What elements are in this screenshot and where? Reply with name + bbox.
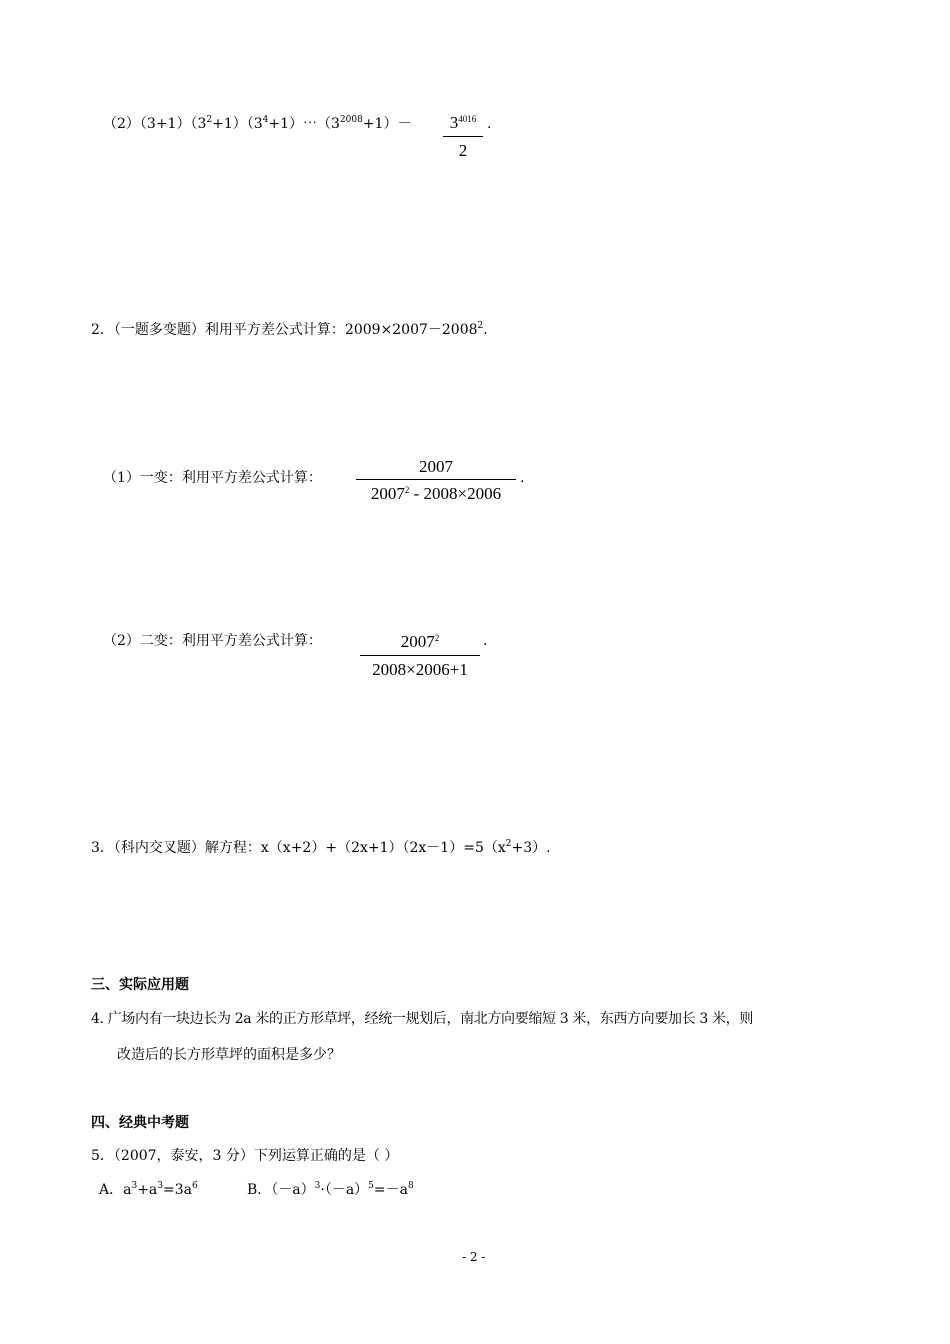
frac-numerator: 3 — [449, 113, 459, 132]
frac-denominator-rest: - 2008×2006 — [409, 484, 502, 503]
option-b-text: =－a — [373, 1182, 408, 1198]
exponent: 8 — [407, 1181, 414, 1191]
exponent: 2 — [434, 633, 440, 643]
option-a-text: +a — [137, 1182, 158, 1198]
option-a — [99, 1183, 198, 1197]
variant-2-label: （2）二变：利用平方差公式计算： — [103, 633, 322, 649]
expr-part: +1）－ — [362, 116, 412, 132]
frac-numerator: 2007 — [419, 457, 453, 476]
expr-part: +1）⋯（3 — [268, 116, 340, 132]
section-4-title: 四、经典中考题 — [91, 1115, 189, 1131]
period: . — [487, 116, 492, 132]
fraction-variant-2 — [360, 630, 480, 680]
exponent: 2 — [206, 115, 213, 125]
question-5-stem: 5．（2007，泰安，3 分）下列运算正确的是（ ） — [91, 1148, 399, 1164]
page-number: - 2 - — [462, 1250, 486, 1264]
period: . — [520, 470, 525, 486]
option-a-text: A．a — [99, 1182, 132, 1198]
question-2 — [91, 323, 488, 337]
frac-denominator: 2008×2006+1 — [372, 660, 468, 679]
variant-1-label: （1）一变：利用平方差公式计算： — [103, 470, 322, 486]
exponent: 4 — [262, 115, 269, 125]
question-3 — [91, 841, 551, 855]
fraction-3-4016-over-2 — [443, 110, 483, 160]
option-b-text: ·（－a） — [320, 1182, 369, 1198]
question-4-line-1: 4. 广场内有一块边长为 2a 米的正方形草坪，经统一规划后，南北方向要缩短 3 米，东西方向要加长 3 米，则 — [91, 1011, 753, 1027]
exponent: 4016 — [458, 114, 477, 124]
exponent: 2008 — [339, 115, 363, 125]
period: . — [483, 633, 488, 649]
section-3-title: 三、实际应用题 — [91, 977, 189, 993]
question-2-text: 2．（一题多变题）利用平方差公式计算：2009×2007－2008 — [91, 322, 478, 338]
question-4-line-2: 改造后的长方形草坪的面积是多少？ — [117, 1047, 341, 1063]
frac-numerator-base: 2007 — [400, 632, 435, 651]
question-3-text-end: +3）. — [511, 840, 551, 856]
exponent: 3 — [157, 1181, 164, 1191]
exponent: 5 — [368, 1181, 374, 1191]
period: . — [483, 322, 488, 338]
option-a-text: =3a — [163, 1182, 192, 1198]
frac-denominator-base: 2007 — [370, 484, 405, 503]
exponent: 2 — [404, 485, 410, 495]
option-b-text: B．（－a） — [247, 1182, 315, 1198]
exponent: 2 — [505, 839, 512, 849]
exponent: 3 — [131, 1181, 138, 1191]
option-b — [247, 1183, 414, 1197]
exponent: 6 — [192, 1181, 198, 1191]
item-2-expression — [103, 117, 411, 131]
fraction-variant-1 — [356, 456, 516, 506]
exponent: 3 — [314, 1181, 321, 1191]
expr-part: （2）（3+1）（3 — [103, 116, 207, 132]
expr-part: +1）（3 — [212, 116, 263, 132]
question-3-text: 3．（科内交叉题）解方程：x（x+2）+（2x+1）（2x－1）=5（x — [91, 840, 506, 856]
exponent: 2 — [477, 321, 484, 331]
frac-denominator: 2 — [458, 141, 468, 160]
